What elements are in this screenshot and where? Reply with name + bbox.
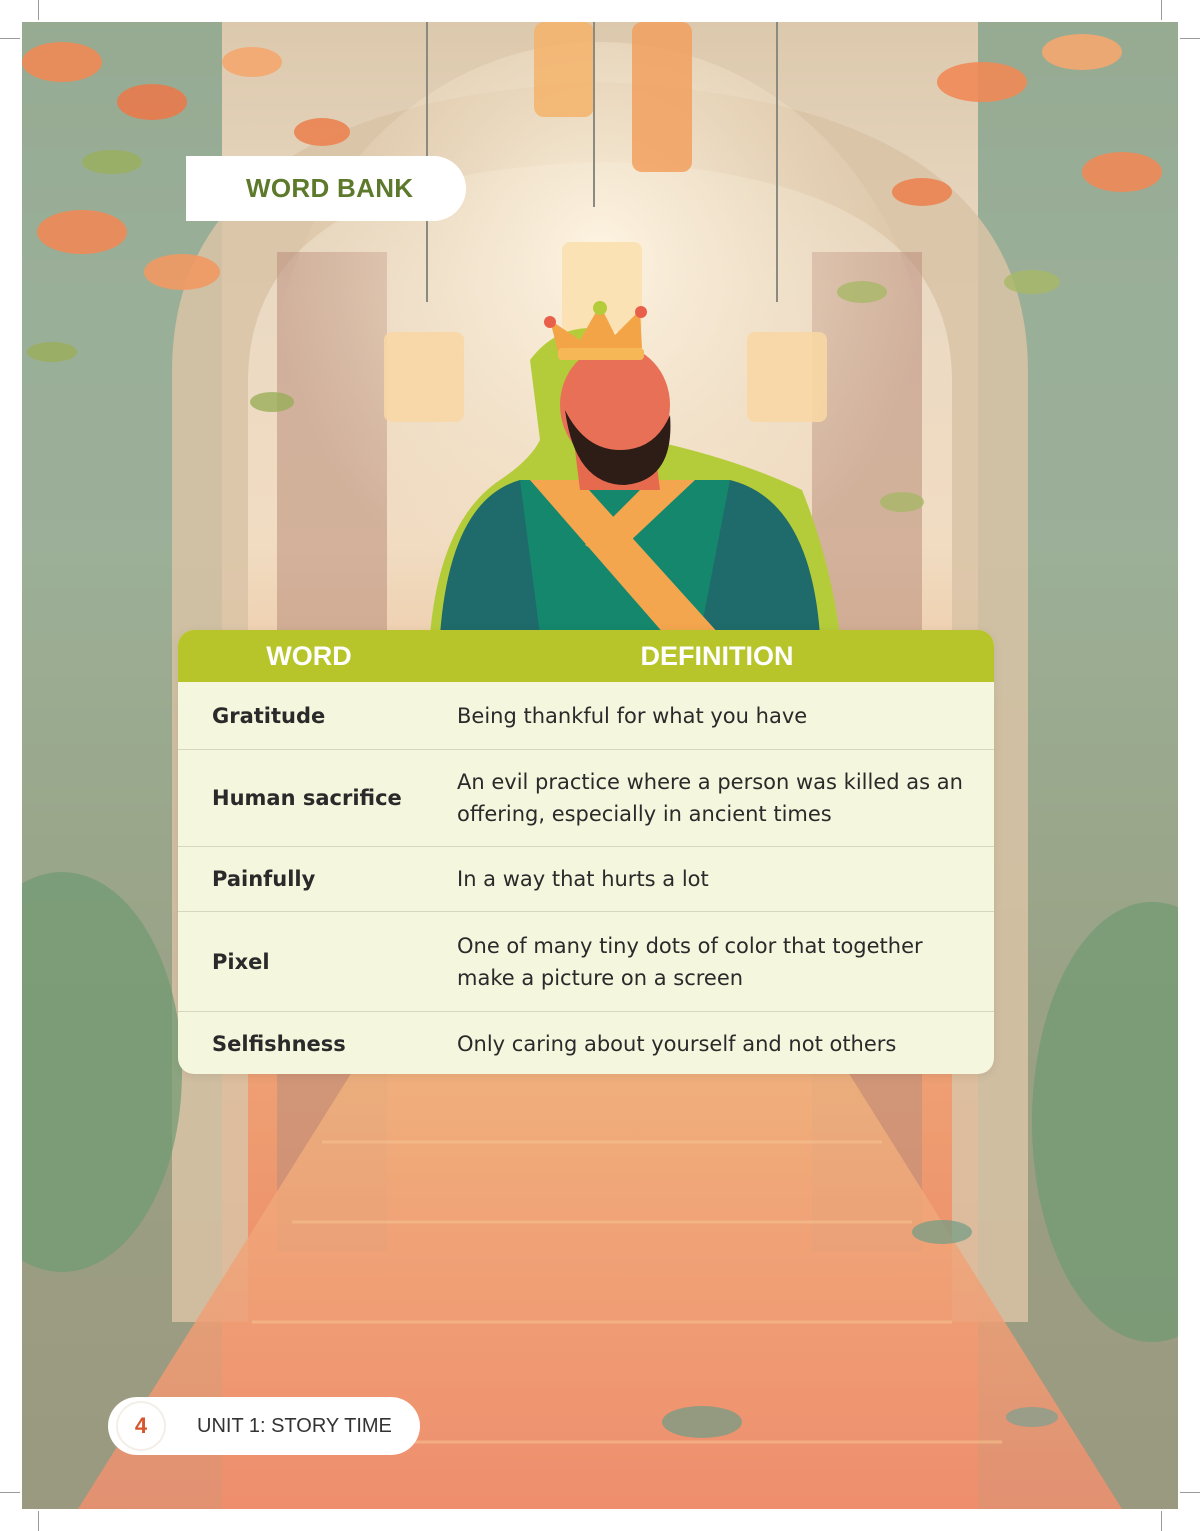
table-row [178, 1012, 994, 1074]
table-row [178, 682, 994, 750]
definition-cell: An evil practice where a person was killed as an offering, especially in ancient times [457, 770, 963, 826]
word-cell: Gratitude [212, 703, 326, 728]
table-header [178, 630, 994, 682]
table-row [178, 912, 994, 1012]
page-footer [108, 1397, 420, 1455]
crop-mark [38, 1511, 39, 1531]
word-cell: Selfishness [212, 1032, 346, 1056]
word-cell: Human sacrifice [212, 786, 402, 810]
page-number: 4 [118, 1403, 164, 1449]
word-bank-table [178, 630, 994, 1074]
crop-mark [38, 0, 39, 20]
crop-mark [1161, 0, 1162, 20]
table-row [178, 847, 994, 912]
word-cell: Pixel [212, 949, 270, 974]
word-bank-title: WORD BANK [246, 173, 414, 203]
crop-mark [1180, 1492, 1200, 1493]
definition-cell: In a way that hurts a lot [457, 867, 709, 891]
crop-mark [1180, 38, 1200, 39]
unit-label: UNIT 1: STORY TIME [197, 1414, 392, 1437]
definition-cell: One of many tiny dots of color that together make a picture on a screen [457, 933, 923, 990]
definition-cell: Being thankful for what you have [457, 703, 808, 728]
word-cell: Painfully [212, 867, 316, 891]
definition-cell: Only caring about yourself and not others [457, 1032, 897, 1056]
header-word: WORD [266, 640, 352, 671]
king-illustration [410, 300, 850, 635]
workbook-page [22, 22, 1178, 1509]
crop-mark [0, 38, 20, 39]
word-bank-title-tab [186, 156, 466, 221]
crop-mark [1161, 1511, 1162, 1531]
crop-mark [0, 1492, 20, 1493]
table-row [178, 750, 994, 847]
header-definition: DEFINITION [640, 640, 794, 671]
